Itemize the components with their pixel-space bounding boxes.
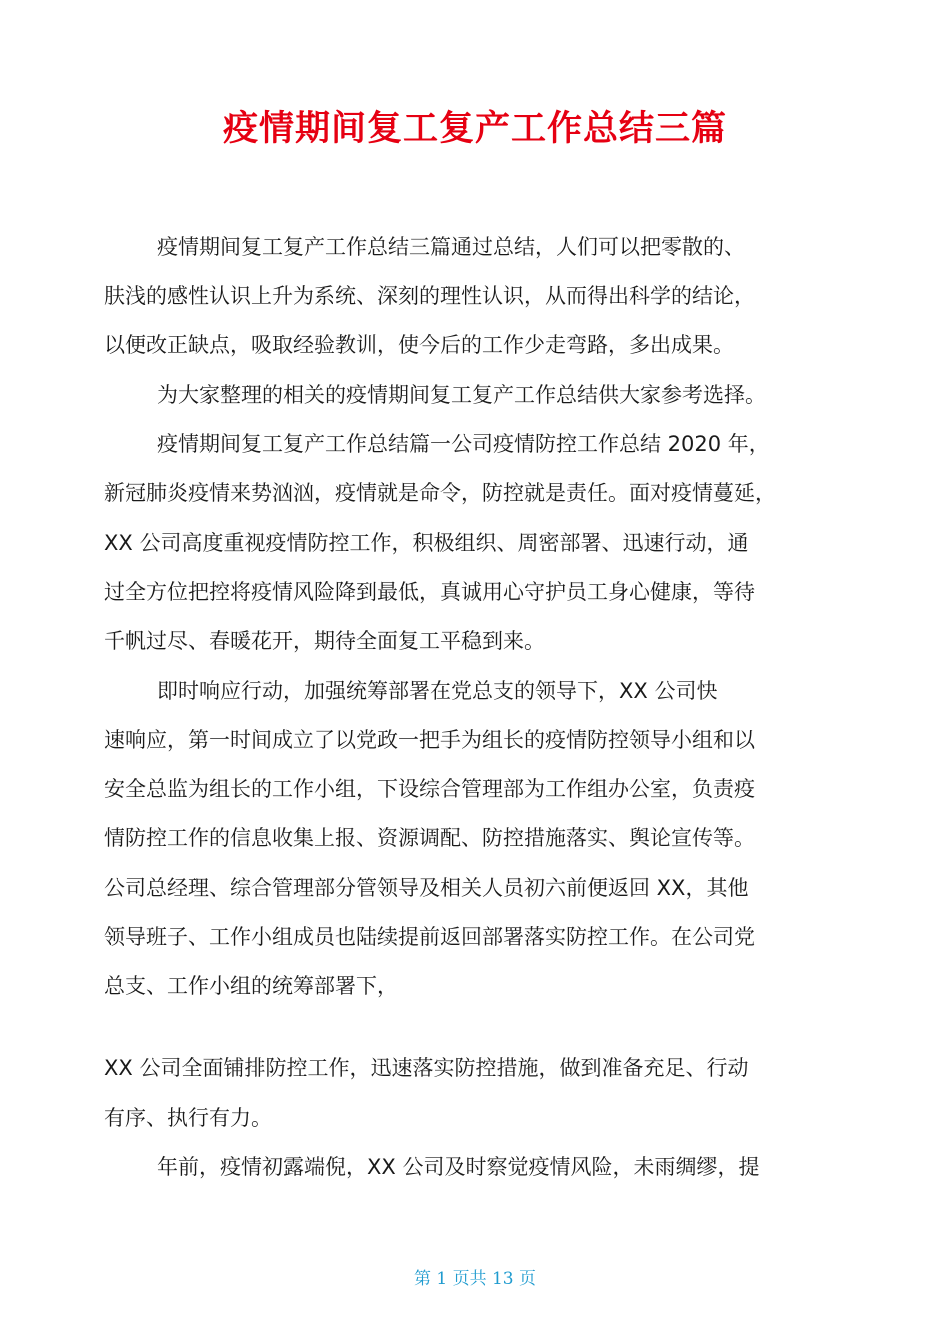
body-line: 有序、执行有力。	[104, 1106, 272, 1130]
body-line: 疫情期间复工复产工作总结篇一公司疫情防控工作总结 2020 年，	[157, 432, 770, 456]
body-line: 速响应，第一时间成立了以党政一把手为组长的疫情防控领导小组和以	[104, 728, 755, 752]
body-line: XX 公司全面铺排防控工作，迅速落实防控措施，做到准备充足、行动	[104, 1056, 749, 1080]
body-line: XX 公司高度重视疫情防控工作，积极组织、周密部署、迅速行动，通	[104, 531, 749, 555]
body-line: 千帆过尽、春暖花开，期待全面复工平稳到来。	[104, 629, 545, 653]
page-footer: 第 1 页共 13 页	[413, 1269, 537, 1289]
body-line: 总支、工作小组的统筹部署下，	[104, 974, 398, 998]
body-line: 过全方位把控将疫情风险降到最低，真诚用心守护员工身心健康，等待	[104, 580, 755, 604]
body-line: 领导班子、工作小组成员也陆续提前返回部署落实防控工作。在公司党	[104, 925, 755, 949]
body-line: 肤浅的感性认识上升为系统、深刻的理性认识，从而得出科学的结论，	[104, 284, 755, 308]
body-line: 为大家整理的相关的疫情期间复工复产工作总结供大家参考选择。	[157, 383, 766, 407]
body-line: 年前，疫情初露端倪，XX 公司及时察觉疫情风险，未雨绸缪，提	[157, 1155, 760, 1179]
body-line: 安全总监为组长的工作小组，下设综合管理部为工作组办公室，负责疫	[104, 777, 755, 801]
body-line: 即时响应行动，加强统筹部署在党总支的领导下，XX 公司快	[157, 679, 718, 703]
document-title: 疫情期间复工复产工作总结三篇	[222, 109, 727, 149]
body-line: 公司总经理、综合管理部分管领导及相关人员初六前便返回 XX，其他	[104, 876, 749, 900]
body-line: 新冠肺炎疫情来势汹汹，疫情就是命令，防控就是责任。面对疫情蔓延，	[104, 481, 776, 505]
body-line: 以便改正缺点，吸取经验教训，使今后的工作少走弯路，多出成果。	[104, 333, 734, 357]
body-line: 情防控工作的信息收集上报、资源调配、防控措施落实、舆论宣传等。	[104, 826, 755, 850]
body-line: 疫情期间复工复产工作总结三篇通过总结，人们可以把零散的、	[157, 235, 745, 259]
